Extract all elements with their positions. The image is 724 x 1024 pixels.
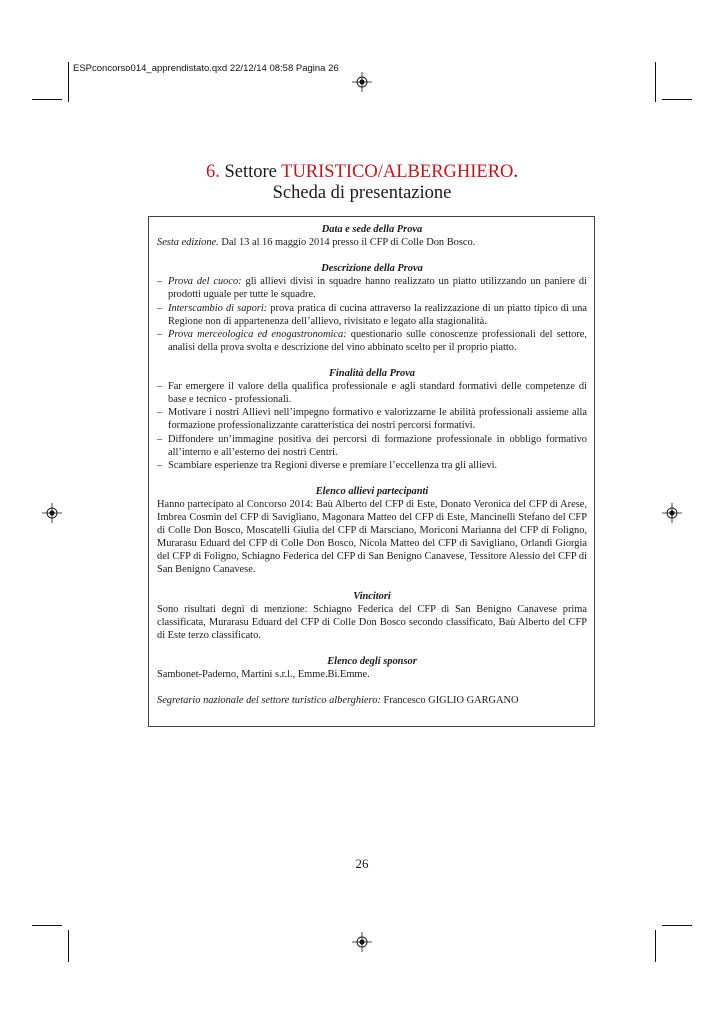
item-text: gli allievi divisi in squadre hanno realizzato un piatto utilizzando un paniere di prodotti uguale per tutte le squadre. (168, 276, 587, 301)
registration-mark-icon (42, 503, 62, 523)
slug-line: ESPconcorso014_apprendistato.qxd 22/12/14 08:58 Pagina 26 (73, 63, 339, 74)
crop-mark (68, 62, 69, 102)
title-prefix: Settore (224, 162, 277, 182)
segretario-name: Francesco GIGLIO GARGANO (383, 695, 519, 707)
item-label: Prova merceologica ed enogastronomica: (168, 328, 347, 340)
registration-mark-icon (662, 503, 682, 523)
section-title-sponsor: Elenco degli sponsor (327, 656, 417, 668)
segretario-label: Segretario nazionale del settore turistico alberghiero: (157, 695, 381, 707)
sector-name: TURISTICO/ALBERGHIERO (281, 162, 514, 182)
crop-mark (655, 930, 656, 962)
list-item (157, 328, 587, 354)
edition-label: Sesta edizione. (157, 237, 219, 249)
list-item: – Scambiare esperienze tra Regioni diverse e premiare l’eccellenza tra gli allievi. (157, 459, 587, 472)
sponsor-text: Sambonet-Paderno, Martini s.r.l., Emme.Bi.Emme. (157, 669, 370, 681)
list-item: – Far emergere il valore della qualifica professionale e agli standard formativi delle competenze di base e tecnico - professionali. (157, 380, 587, 406)
data-sede-body: Dal 13 al 16 maggio 2014 presso il CFP di Colle Don Bosco. (221, 237, 476, 249)
section-title-vincitori: Vincitori (353, 590, 391, 602)
presentation-box (148, 216, 595, 727)
crop-mark (32, 925, 62, 926)
crop-mark (655, 62, 656, 102)
section-title-partecipanti: Elenco allievi partecipanti (315, 485, 429, 497)
list-item: – Diffondere un’immagine positiva dei percorsi di formazione professionale in obbligo formativo all’interno e all’esterno dei nostri Centri. (157, 433, 587, 459)
page-number: 26 (355, 856, 369, 871)
item-label: Interscambio di sapori: (168, 302, 268, 314)
item-text: prova pratica di cucina attraverso la realizzazione di un piatto tipico di una Regione non di appartenenza dell’allievo, rivisitato e legato alla stagionalità. (168, 302, 587, 327)
page-subtitle: Scheda di presentazione (272, 183, 452, 203)
registration-mark-icon (352, 932, 372, 952)
list-item (157, 302, 587, 328)
crop-mark (68, 930, 69, 962)
section-title-descrizione: Descrizione della Prova (321, 263, 423, 275)
section-title-finalita: Finalità della Prova (328, 368, 415, 380)
crop-mark (662, 925, 692, 926)
item-label: Prova del cuoco: (168, 276, 242, 288)
crop-mark (32, 99, 62, 100)
list-item: – Motivare i nostri Allievi nell’impegno formativo e valorizzarne le abilità professionali assieme alla formazione professionalizzante caratteristica dei nostri percorsi formativi. (157, 406, 587, 432)
partecipanti-text: Hanno partecipato al Concorso 2014: Baù Alberto del CFP di Este, Donato Veronica del CFP di Arese, Imbrea Cosmin del CFP di Savigliano, Magonara Matteo del CFP di Este, Mancinelli Stefano del CFP di Colle Don Bosco, Moscatelli Giulia del CFP di Marsciano, Moriconi Marianna del CFP di Foligno, Murarasu Eduard del CFP di Colle Don Bosco, Nicola Matteo del CFP di Savigliano, Orlandi Giorgia del CFP di Foligno, Schiagno Federica del CFP di San Benigno Canavese, Tessitore Alessio del CFP di San Benigno Canavese. (157, 498, 587, 576)
crop-mark (662, 99, 692, 100)
registration-mark-icon (352, 72, 372, 92)
finalita-list (157, 380, 587, 472)
section-title-data-sede: Data e sede della Prova (321, 224, 423, 235)
descrizione-list (157, 275, 587, 354)
title-period: . (513, 162, 519, 182)
vincitori-text: Sono risultati degni di menzione: Schiagno Federica del CFP di San Benigno Canavese prima classificata, Murarasu Eduard del CFP di Colle Don Bosco secondo classificato, Baù Alberto del CFP di Este terzo classificato. (157, 603, 587, 641)
title-line (0, 162, 724, 183)
data-sede-text (157, 236, 587, 249)
segretario-line (157, 694, 587, 707)
page-title (0, 162, 724, 204)
list-item (157, 275, 587, 301)
section-number: 6. (205, 162, 220, 182)
item-text: questionario sulle conoscenze professionali del settore, analisi della prova svolta e descrizione del vino abbinato scelto per il proprio piatto. (168, 328, 587, 353)
